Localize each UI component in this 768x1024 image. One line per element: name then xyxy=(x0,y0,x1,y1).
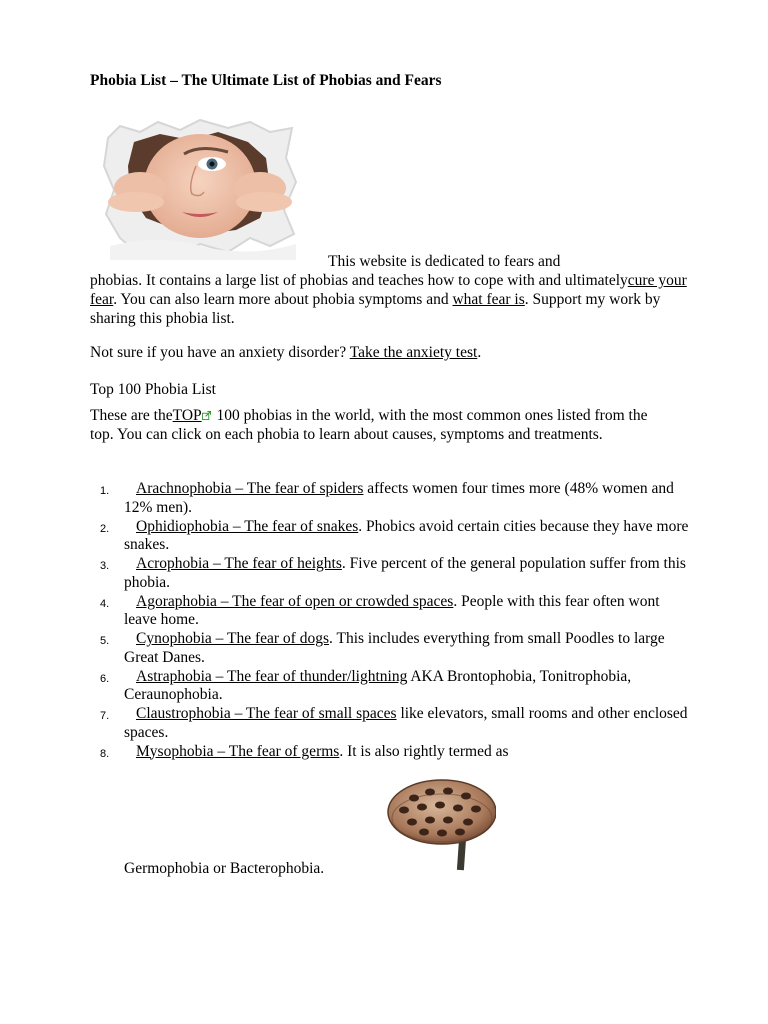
description-text-2: 100 phobias in the world, with the most common ones listed from the top. You can click on each phobia to learn about causes, symptoms and treatments. xyxy=(90,407,648,443)
phobia-link[interactable]: Agoraphobia – The fear of open or crowded spaces xyxy=(136,592,454,610)
item-number: 5. xyxy=(100,635,110,647)
list-item xyxy=(90,480,690,517)
list-item xyxy=(90,518,690,555)
intro-text-2: phobias. It contains a large list of phobias and teaches how to cope with and ultimately xyxy=(90,272,628,289)
anxiety-test-text: Not sure if you have an anxiety disorder? xyxy=(90,344,350,361)
item-number: 6. xyxy=(100,672,110,685)
intro-text-3: . You can also learn more about phobia symptoms and xyxy=(113,291,453,308)
phobia-list xyxy=(90,480,690,762)
phobia-link[interactable]: Mysophobia – The fear of germs xyxy=(136,742,340,760)
item-number: 2. xyxy=(100,522,110,535)
list-item xyxy=(90,668,690,705)
face-peeking-image xyxy=(100,118,300,260)
phobia-link[interactable]: Arachnophobia – The fear of spiders xyxy=(136,480,364,497)
anxiety-test-line xyxy=(90,344,481,362)
phobia-link[interactable]: Ophidiophobia – The fear of snakes xyxy=(136,517,359,535)
list-item xyxy=(90,705,690,742)
item-number: 3. xyxy=(100,560,110,572)
item-number: 7. xyxy=(100,710,110,722)
list-description xyxy=(90,406,670,444)
lotus-seed-pod-image xyxy=(384,778,496,872)
phobia-detail: AKA Brontophobia, Tonitrophobia, Ceraunophobia. xyxy=(124,667,632,703)
intro-text-1: This website is dedicated to fears and xyxy=(328,253,561,270)
phobia-detail: affects women four times more (48% women and 12% men). xyxy=(124,480,674,516)
phobia-detail: . Phobics avoid certain cities because they have more snakes. xyxy=(124,517,689,553)
list-continuation: Germophobia or Bacterophobia. xyxy=(124,860,325,877)
intro-text-4: . Support my work by sharing this phobia list. xyxy=(90,291,661,327)
description-text-1: These are the xyxy=(90,407,173,424)
phobia-link[interactable]: Claustrophobia – The fear of small spaces xyxy=(136,705,397,722)
external-link-icon[interactable] xyxy=(202,411,211,420)
phobia-link[interactable]: Cynophobia – The fear of dogs xyxy=(136,630,329,647)
phobia-link[interactable]: Acrophobia – The fear of heights xyxy=(136,555,342,572)
phobia-detail: . This includes everything from small Poodles to large Great Danes. xyxy=(124,630,665,666)
item-number: 8. xyxy=(100,747,110,760)
list-item xyxy=(90,743,690,762)
cure-your-fear-link[interactable]: cure your fear xyxy=(90,272,687,308)
list-item xyxy=(90,630,690,667)
item-number: 1. xyxy=(100,485,110,497)
section-heading: Top 100 Phobia List xyxy=(90,381,216,398)
phobia-detail: like elevators, small rooms and other enclosed spaces. xyxy=(124,705,688,741)
anxiety-test-period: . xyxy=(477,344,482,361)
anxiety-test-link[interactable]: Take the anxiety test xyxy=(349,344,478,361)
intro-paragraph xyxy=(90,252,690,328)
phobia-link[interactable]: Astraphobia – The fear of thunder/lightning xyxy=(136,667,408,685)
item-number: 4. xyxy=(100,597,110,610)
list-item xyxy=(90,593,690,630)
phobia-detail: . People with this fear often wont leave home. xyxy=(124,592,660,628)
page-title: Phobia List – The Ultimate List of Phobias and Fears xyxy=(90,72,442,89)
phobia-detail: . It is also rightly termed as xyxy=(339,742,509,760)
top-link[interactable]: TOP xyxy=(172,407,202,424)
list-item xyxy=(90,555,690,592)
what-fear-is-link[interactable]: what fear is xyxy=(452,291,525,308)
phobia-detail: . Five percent of the general population suffer from this phobia. xyxy=(124,555,686,591)
